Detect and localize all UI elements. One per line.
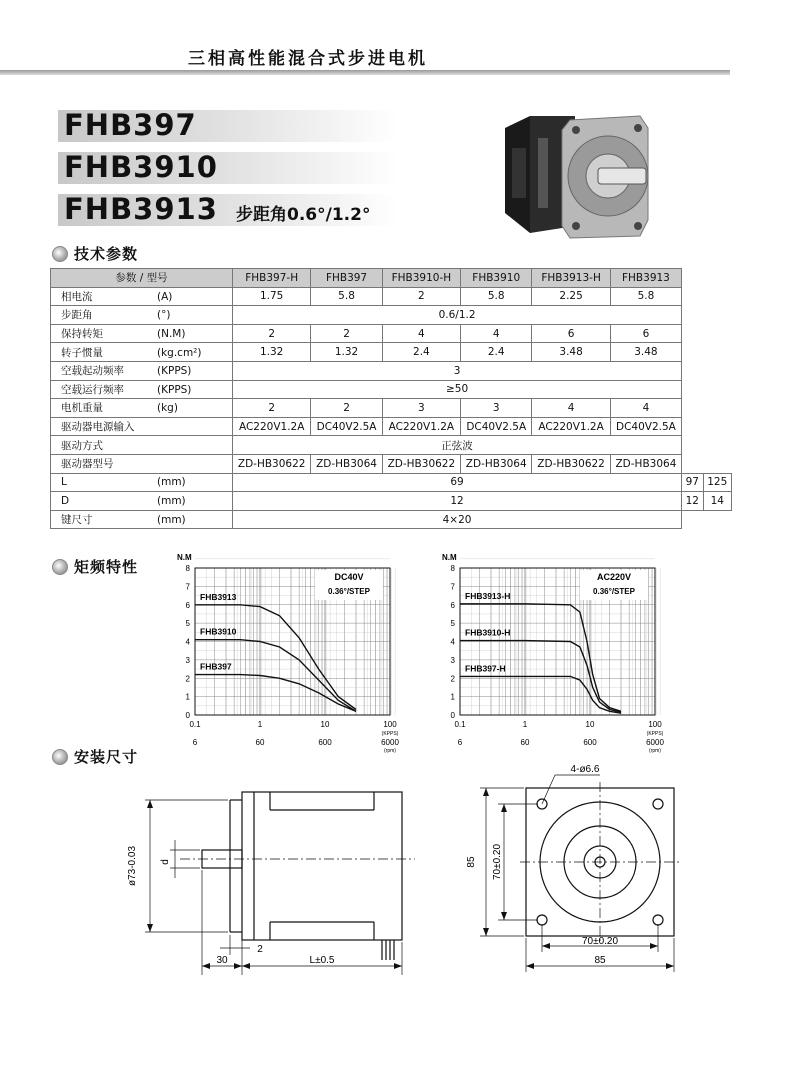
specs-row-label — [51, 473, 233, 492]
dim-body-length: L±0.5 — [309, 955, 335, 966]
specs-row-label — [51, 343, 233, 362]
specs-cell: 2.4 — [382, 343, 460, 362]
series-label: FHB3910-H — [465, 627, 511, 638]
x-tick-label-rpm: 6 — [192, 738, 198, 747]
specs-row-label — [51, 454, 233, 473]
specs-cell: 6 — [532, 324, 610, 343]
chart-legend-step: 0.36°/STEP — [328, 587, 370, 596]
specs-param-unit: (mm) — [157, 494, 186, 507]
y-tick-label: 8 — [450, 564, 455, 573]
specs-row-label — [51, 417, 233, 436]
specs-param-unit: (KPPS) — [157, 365, 192, 378]
section-bullet-icon — [52, 749, 68, 765]
y-tick-label: 5 — [185, 619, 190, 629]
series-label: FHB3913-H — [465, 590, 511, 601]
specs-cell: 4 — [532, 399, 610, 418]
y-tick-label: 3 — [185, 655, 190, 665]
specs-cell: 14 — [703, 492, 731, 511]
chart-legend-voltage: DC40V — [334, 572, 364, 582]
specs-param-unit: (mm) — [157, 476, 186, 489]
dim-hole-pitch-h: 70±0.20 — [581, 936, 619, 947]
specs-row — [51, 343, 732, 362]
specs-cell: ≥50 — [233, 380, 682, 399]
specs-cell: 2 — [311, 399, 382, 418]
specs-param-unit: (mm) — [157, 514, 186, 527]
specs-cell: 125 — [703, 473, 731, 492]
y-tick-label: 8 — [185, 564, 190, 573]
specs-param-name: 驱动方式 — [61, 439, 103, 452]
x-tick-label-rpm: 600 — [318, 738, 332, 747]
specs-cell: 1.32 — [233, 343, 311, 362]
specs-row — [51, 510, 732, 529]
specs-cell: AC220V1.2A — [233, 417, 311, 436]
specs-cell: 4 — [610, 399, 681, 418]
model-name-2: FHB3910 — [64, 150, 218, 184]
specs-cell: 97 — [682, 473, 703, 492]
specs-cell: ZD-HB30622 — [233, 454, 311, 473]
section-title-install: 安装尺寸 — [74, 748, 139, 766]
specs-row-label — [51, 436, 233, 455]
specs-cell: 3 — [233, 361, 682, 380]
specs-col-header: FHB3910 — [461, 269, 532, 288]
series-label: FHB397-H — [465, 663, 506, 674]
series-label: FHB3910 — [200, 626, 237, 637]
specs-param-name: 驱动器电源输入 — [61, 421, 135, 434]
specs-row-label — [51, 306, 233, 325]
y-tick-label: 2 — [185, 674, 190, 684]
x-tick-label-rpm: 600 — [583, 738, 597, 747]
specs-cell: 4×20 — [233, 510, 682, 529]
y-tick-label: 0 — [450, 711, 455, 720]
chart-ylabel: N.M — [177, 553, 192, 562]
specs-row-label — [51, 492, 233, 511]
specs-col-header: FHB3913 — [610, 269, 681, 288]
specs-row-label — [51, 287, 233, 306]
y-tick-label: 1 — [450, 692, 455, 702]
specs-cell: 3 — [382, 399, 460, 418]
x-tick-label: 0.1 — [454, 720, 466, 729]
y-tick-label: 0 — [185, 711, 190, 720]
specs-header-label: 参数 / 型号 — [51, 269, 233, 288]
specs-cell: 6 — [610, 324, 681, 343]
specs-row — [51, 380, 732, 399]
specs-cell: ZD-HB30622 — [382, 454, 460, 473]
specs-col-header: FHB3913-H — [532, 269, 610, 288]
x-tick-label: 10 — [320, 720, 330, 729]
specs-cell: 正弦波 — [233, 436, 682, 455]
section-title-specs: 技术参数 — [74, 245, 139, 263]
specs-col-header: FHB397-H — [233, 269, 311, 288]
dim-height: 85 — [466, 856, 477, 868]
series-label: FHB3913 — [200, 591, 237, 602]
dim-hole-pitch-v: 70±0.20 — [492, 843, 503, 881]
y-tick-label: 5 — [450, 619, 455, 629]
specs-col-header: FHB397 — [311, 269, 382, 288]
specs-row-label — [51, 361, 233, 380]
specs-param-unit: (°) — [157, 309, 171, 322]
specs-param-unit: (KPPS) — [157, 383, 192, 396]
specs-cell: 2 — [233, 324, 311, 343]
x-unit-label-rpm: (rpm) — [649, 748, 661, 754]
specs-cell: 1.32 — [311, 343, 382, 362]
specs-cell: 12 — [233, 492, 682, 511]
y-tick-label: 1 — [185, 692, 190, 702]
specs-row — [51, 454, 732, 473]
specs-col-header: FHB3910-H — [382, 269, 460, 288]
section-bullet-icon — [52, 246, 68, 262]
specs-param-unit: (kg) — [157, 402, 178, 415]
header-rule — [0, 70, 730, 75]
specs-row — [51, 306, 732, 325]
specs-row — [51, 287, 732, 306]
torque-chart-ac — [425, 548, 695, 763]
y-tick-label: 4 — [185, 637, 190, 647]
specs-cell: ZD-HB30622 — [532, 454, 610, 473]
specs-cell: 2.4 — [461, 343, 532, 362]
step-angle-label: 步距角0.6°/1.2° — [236, 205, 371, 225]
specs-cell: 2 — [233, 399, 311, 418]
specs-row-label — [51, 510, 233, 529]
specs-cell: 1.75 — [233, 287, 311, 306]
chart-legend-step: 0.36°/STEP — [593, 587, 635, 596]
y-tick-label: 6 — [185, 600, 190, 610]
model-name-3: FHB3913 — [64, 192, 218, 226]
x-tick-label: 1 — [257, 720, 263, 729]
x-tick-label-rpm: 6000 — [381, 738, 399, 747]
specs-param-name: D — [61, 494, 70, 507]
dim-d: d — [160, 859, 171, 865]
specs-header-row — [51, 269, 732, 288]
specs-param-name: 电机重量 — [61, 402, 103, 415]
specs-cell: 4 — [382, 324, 460, 343]
front-view-drawing — [460, 760, 690, 980]
motor-photo — [490, 108, 660, 243]
x-tick-label: 0.1 — [189, 720, 201, 729]
x-tick-label-rpm: 6000 — [646, 738, 664, 747]
x-tick-label: 100 — [383, 720, 397, 729]
x-unit-label-rpm: (rpm) — [384, 748, 396, 754]
specs-cell: 69 — [233, 473, 682, 492]
specs-row — [51, 324, 732, 343]
section-bullet-icon — [52, 559, 68, 575]
specs-param-name: 空载起动频率 — [61, 365, 124, 378]
specs-cell: 12 — [682, 492, 703, 511]
chart-ylabel: N.M — [442, 553, 457, 562]
y-tick-label: 2 — [450, 674, 455, 684]
dim-holes: 4-ø6.6 — [570, 764, 600, 775]
dim-width: 85 — [594, 955, 606, 966]
y-tick-label: 7 — [450, 582, 455, 592]
specs-cell: AC220V1.2A — [382, 417, 460, 436]
x-tick-label: 1 — [522, 720, 528, 729]
specs-cell: DC40V2.5A — [311, 417, 382, 436]
dim-diameter: ø73-0.03 — [127, 845, 138, 887]
specs-cell: 3.48 — [532, 343, 610, 362]
specs-cell: 2 — [311, 324, 382, 343]
specs-cell: 2 — [382, 287, 460, 306]
specs-row-label — [51, 380, 233, 399]
specs-row — [51, 417, 732, 436]
specs-cell: 5.8 — [461, 287, 532, 306]
specs-row — [51, 492, 732, 511]
y-tick-label: 3 — [450, 655, 455, 665]
specs-cell: ZD-HB3064 — [461, 454, 532, 473]
specs-row-label — [51, 324, 233, 343]
x-tick-label-rpm: 60 — [520, 738, 530, 747]
specs-row — [51, 399, 732, 418]
specs-row — [51, 473, 732, 492]
series-label: FHB397 — [200, 661, 232, 672]
x-tick-label: 100 — [648, 720, 662, 729]
specs-cell: DC40V2.5A — [461, 417, 532, 436]
specs-cell: 5.8 — [311, 287, 382, 306]
x-unit-label: (KPPS) — [646, 731, 664, 737]
specs-row-label — [51, 399, 233, 418]
specs-param-unit: (N.M) — [157, 328, 186, 341]
y-tick-label: 4 — [450, 637, 455, 647]
torque-chart-dc — [160, 548, 420, 763]
specs-cell: DC40V2.5A — [610, 417, 681, 436]
specs-cell: ZD-HB3064 — [610, 454, 681, 473]
specs-param-name: 相电流 — [61, 290, 93, 303]
specs-param-name: 键尺寸 — [61, 514, 93, 527]
specs-table — [50, 268, 732, 529]
specs-cell: ZD-HB3064 — [311, 454, 382, 473]
specs-param-name: 驱动器型号 — [61, 458, 114, 471]
specs-param-name: 空载运行频率 — [61, 383, 124, 396]
specs-cell: 2.25 — [532, 287, 610, 306]
model-name-1: FHB397 — [64, 108, 197, 142]
x-tick-label-rpm: 60 — [255, 738, 265, 747]
specs-cell: 3.48 — [610, 343, 681, 362]
specs-param-name: 保持转矩 — [61, 328, 103, 341]
x-tick-label: 10 — [585, 720, 595, 729]
header-title: 三相高性能混合式步进电机 — [188, 49, 428, 69]
dim-gap: 2 — [257, 944, 263, 955]
x-unit-label: (KPPS) — [381, 731, 399, 737]
specs-row — [51, 436, 732, 455]
side-view-drawing — [120, 770, 420, 980]
specs-cell: 5.8 — [610, 287, 681, 306]
section-title-torque: 矩频特性 — [74, 558, 139, 576]
specs-cell: AC220V1.2A — [532, 417, 610, 436]
specs-cell: 0.6/1.2 — [233, 306, 682, 325]
specs-param-unit: (kg.cm²) — [157, 346, 202, 359]
dim-shaft-length: 30 — [216, 955, 228, 966]
specs-cell: 3 — [461, 399, 532, 418]
y-tick-label: 6 — [450, 600, 455, 610]
specs-param-unit: (A) — [157, 290, 173, 303]
specs-param-name: 步距角 — [61, 309, 93, 322]
specs-param-name: 转子惯量 — [61, 346, 103, 359]
specs-row — [51, 361, 732, 380]
x-tick-label-rpm: 6 — [457, 738, 463, 747]
specs-param-name: L — [61, 476, 67, 489]
chart-legend-voltage: AC220V — [596, 572, 632, 582]
specs-cell: 4 — [461, 324, 532, 343]
y-tick-label: 7 — [185, 582, 190, 592]
